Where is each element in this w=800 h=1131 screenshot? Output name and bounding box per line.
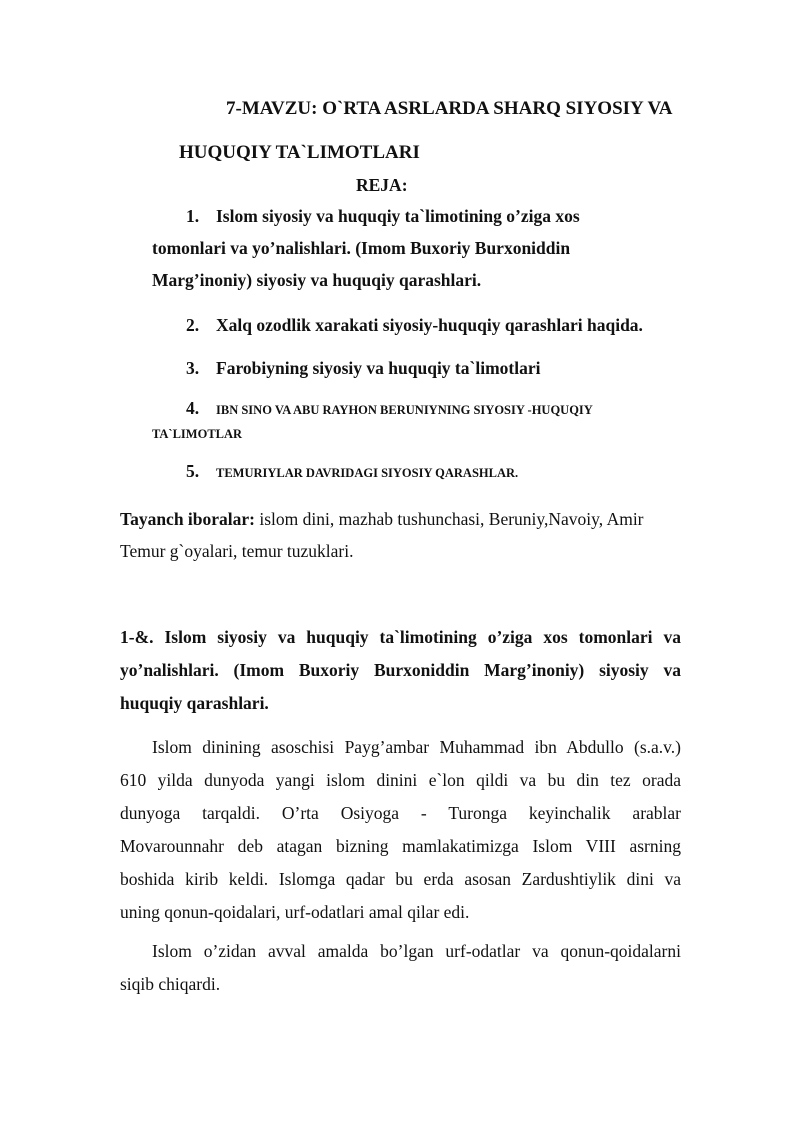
paragraph-1-line-1: Islom dinining asoschisi Payg’ambar Muhammad ibn Abdullo (s.a.v.) xyxy=(152,737,681,757)
paragraph-1-line-3: dunyoga tarqaldi. O’rta Osiyoga - Turonga keyinchalik arablar xyxy=(120,803,681,823)
plan-heading: REJA: xyxy=(356,175,408,195)
plan-item-number: 2. xyxy=(186,315,200,335)
plan-item-1-line-2: tomonlari va yo’nalishlari. (Imom Buxoriy Burxoniddin xyxy=(152,238,571,258)
plan-item-text: IBN SINO VA ABU RAYHON BERUNIYNING SIYOSIY -HUQUQIY xyxy=(216,403,593,417)
keywords-line-2: Temur g`oyalari, temur tuzuklari. xyxy=(120,541,354,561)
section-heading-line-1: 1-&. Islom siyosiy va huquqiy ta`limotining o’ziga xos tomonlari va xyxy=(120,627,681,647)
plan-item-3 xyxy=(186,358,540,379)
plan-item-text: Xalq ozodlik xarakati siyosiy-huquqiy qarashlari haqida. xyxy=(216,315,643,335)
paragraph-1-line-6: uning qonun-qoidalari, urf-odatlari amal qilar edi. xyxy=(120,902,470,922)
paragraph-1-line-5: boshida kirib keldi. Islomga qadar bu erda asosan Zardushtiylik dini va xyxy=(120,869,681,889)
keywords-line-1 xyxy=(120,509,644,530)
plan-item-number: 1. xyxy=(186,206,200,226)
plan-item-4-line-2: TA`LIMOTLAR xyxy=(152,427,243,441)
plan-item-text: Islom siyosiy va huquqiy ta`limotining o’ziga xos xyxy=(216,206,580,226)
plan-item-2 xyxy=(186,315,643,336)
paragraph-2-line-1: Islom o’zidan avval amalda bo’lgan urf-odatlar va qonun-qoidalarni xyxy=(152,941,681,961)
plan-item-1 xyxy=(186,206,580,227)
plan-item-number: 3. xyxy=(186,358,200,378)
document-title-line-1: 7-MAVZU: O`RTA ASRLARDA SHARQ SIYOSIY VA xyxy=(226,98,673,119)
paragraph-1-line-2: 610 yilda dunyoda yangi islom dinini e`lon qildi va bu din tez orada xyxy=(120,770,681,790)
plan-item-5 xyxy=(186,461,518,482)
plan-item-1-line-3: Marg’inoniy) siyosiy va huquqiy qarashlari. xyxy=(152,270,482,290)
section-heading-line-2: yo’nalishlari. (Imom Buxoriy Burxoniddin Marg’inoniy) siyosiy va xyxy=(120,660,681,680)
plan-item-number: 5. xyxy=(186,461,200,481)
document-title-line-2: HUQUQIY TA`LIMOTLARI xyxy=(179,142,420,163)
keywords-text: islom dini, mazhab tushunchasi, Beruniy,Navoiy, Amir xyxy=(259,509,644,529)
plan-item-number: 4. xyxy=(186,398,200,418)
keywords-label: Tayanch iboralar: xyxy=(120,509,255,529)
paragraph-2-line-2: siqib chiqardi. xyxy=(120,974,221,994)
plan-item-text: TEMURIYLAR DAVRIDAGI SIYOSIY QARASHLAR. xyxy=(216,466,519,480)
paragraph-1-line-4: Movarounnahr deb atagan bizning mamlakatimizga Islom VIII asrning xyxy=(120,836,681,856)
plan-item-text: Farobiyning siyosiy va huquqiy ta`limotlari xyxy=(216,358,541,378)
plan-item-4 xyxy=(186,398,593,419)
section-heading-line-3: huquqiy qarashlari. xyxy=(120,693,269,713)
